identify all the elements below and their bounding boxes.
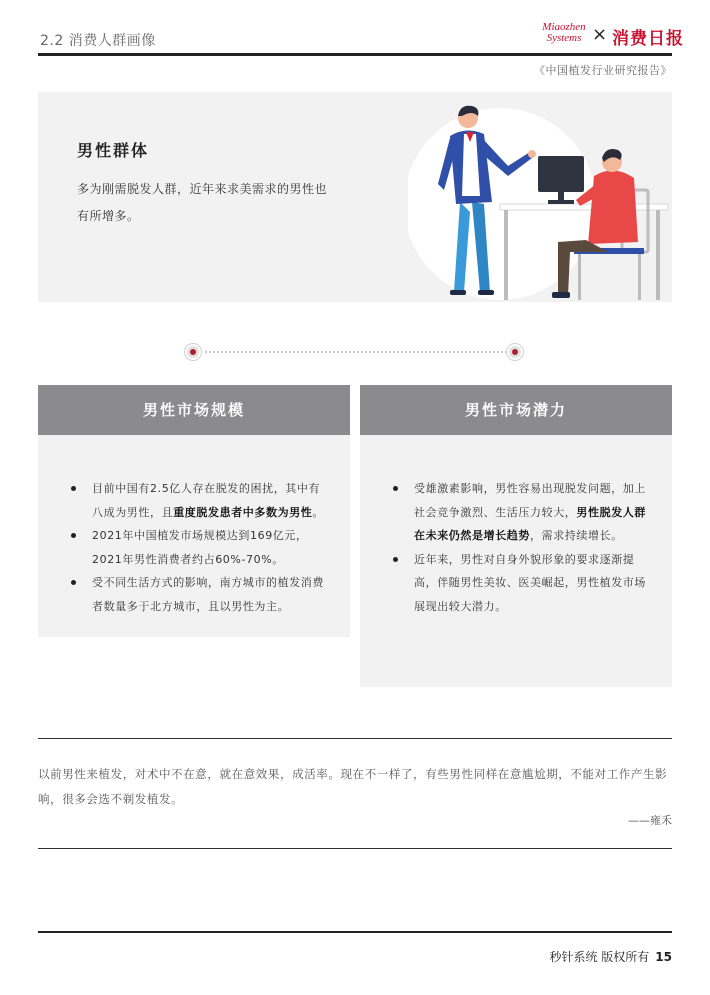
page-number: 15 xyxy=(655,950,672,964)
bullet-text: 2021年中国植发市场规模达到169亿元，2021年男性消费者约占60%-70%。 xyxy=(92,529,308,566)
logo-times-sign: × xyxy=(592,24,608,45)
bullet-item xyxy=(70,524,328,571)
footer xyxy=(549,948,672,965)
divider-dot-right xyxy=(507,344,523,360)
header-rule xyxy=(38,53,672,56)
bullet-text: 受雄激素影响，男性容易出现脱发问题，加上社会竞争激烈、生活压力较大， xyxy=(414,482,646,519)
office-illustration xyxy=(408,92,672,302)
bullet-text: 。 xyxy=(312,505,325,519)
partner-logo: 消费日报 xyxy=(612,29,684,49)
copyright-text: 秒针系统 版权所有 xyxy=(549,950,650,964)
quote-bottom-rule xyxy=(38,848,672,849)
miaozhen-logo-line1: Miaozhen xyxy=(542,21,586,33)
bullet-item xyxy=(392,477,650,548)
dotted-divider xyxy=(205,351,507,353)
report-name: 《中国植发行业研究报告》 xyxy=(534,64,672,77)
hero-text: 多为刚需脱发人群，近年来求美需求的男性也有所增多。 xyxy=(77,182,328,223)
card-title: 男性市场规模 xyxy=(38,385,350,435)
quote-top-rule xyxy=(38,738,672,739)
hero-panel xyxy=(38,92,672,302)
bullet-text: 近年来，男性对自身外貌形象的要求逐渐提高，伴随男性美妆、医美崛起，男性植发市场展现出较大潜力。 xyxy=(414,552,646,613)
bullet-text: ，需求持续增长。 xyxy=(530,529,623,542)
bullet-item xyxy=(70,571,328,618)
hero-title: 男性群体 xyxy=(77,141,150,160)
bullet-item xyxy=(70,477,328,524)
miaozhen-logo-line2: Systems xyxy=(546,32,582,44)
card-bullet-list xyxy=(392,477,650,618)
card-body xyxy=(38,435,350,637)
miaozhen-logo xyxy=(540,22,588,44)
card-body xyxy=(360,435,672,687)
quote-text: 以前男性来植发，对术中不在意，就在意效果，成活率。现在不一样了，有些男性同样在意尴尬期，不能对工作产生影响，很多会选不剃发植发。 xyxy=(38,767,668,806)
bullet-text: 受不同生活方式的影响，南方城市的植发消费者数量多于北方城市，且以男性为主。 xyxy=(92,576,324,613)
card-title: 男性市场潜力 xyxy=(360,385,672,435)
card-market-size xyxy=(38,385,350,637)
bullet-text: 目前中国有2.5亿人存在脱发的困扰，其中有八成为男性，且 xyxy=(92,482,321,519)
bullet-emphasis: 重度脱发患者中多数为男性 xyxy=(173,505,313,519)
section-title: 2.2 消费人群画像 xyxy=(40,33,156,49)
footer-rule xyxy=(38,931,672,933)
card-bullet-list xyxy=(70,477,328,618)
quote-author: ——雍禾 xyxy=(628,814,672,827)
card-market-potential xyxy=(360,385,672,687)
bullet-emphasis: 男性脱发人群在未来仍然是增长趋势 xyxy=(414,505,647,542)
divider-dot-left xyxy=(185,344,201,360)
bullet-item xyxy=(392,548,650,619)
